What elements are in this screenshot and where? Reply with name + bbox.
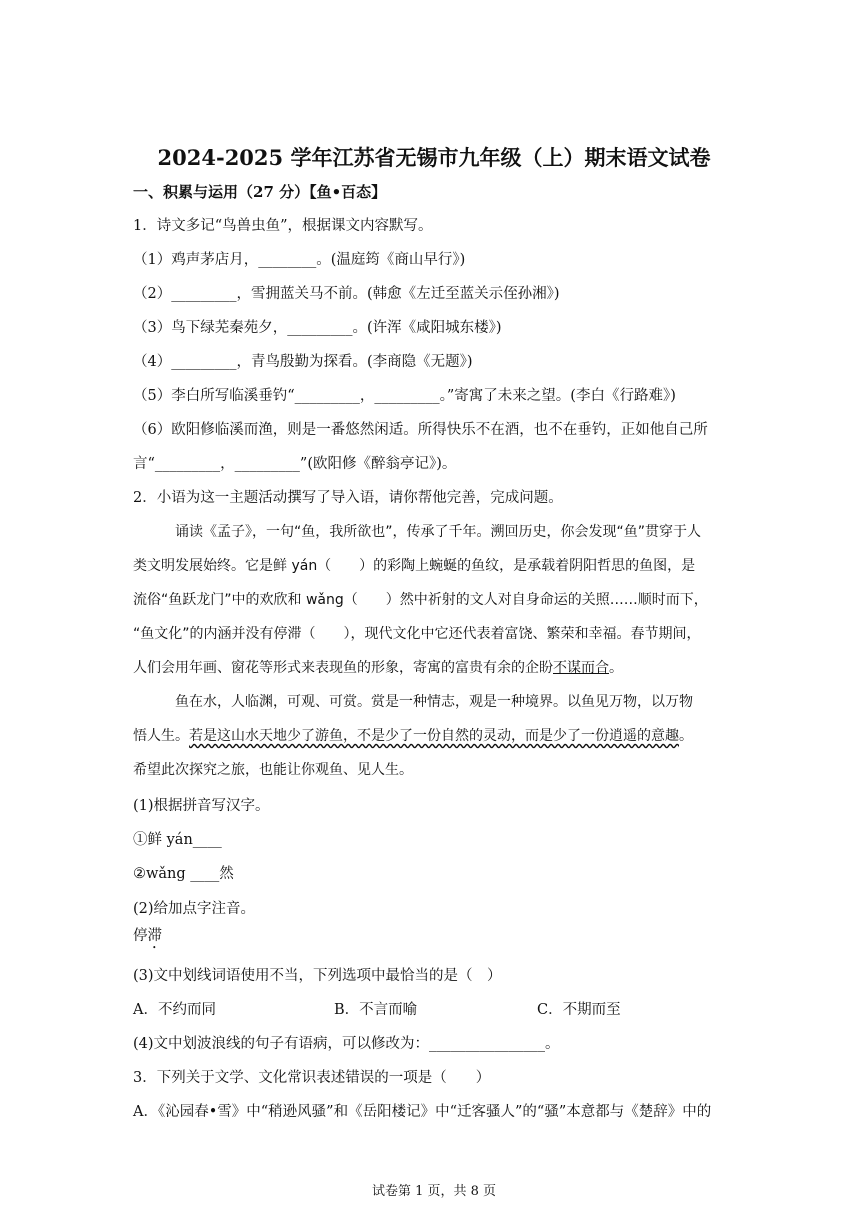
underlined-phrase: 不谋而合 <box>553 660 609 676</box>
q1-item-6-cont: 言“_________，_________”(欧阳修《醉翁亭记》)。 <box>133 456 457 472</box>
passage-text: 人们会用年画、窗花等形式来表现鱼的形象，寄寓的富贵有余的企盼 <box>133 660 553 676</box>
passage-line: “鱼文化”的内涵并没有停滞（ ），现代文化中它还代表着富饶、繁荣和幸福。春节期间， <box>133 626 701 642</box>
q2-sub1a: ①鲜 yán____ <box>133 832 222 848</box>
q2-stem: 2．小语为这一主题活动撰写了导入语，请你帮他完善，完成问题。 <box>133 490 563 506</box>
q2-sub1b: ②wǎng ____然 <box>133 866 234 882</box>
option-c: C．不期而至 <box>537 1002 621 1018</box>
q2-sub2: (2)给加点字注音。 <box>133 901 256 917</box>
passage-text: 悟人生。 <box>133 728 189 744</box>
passage-line: 诵读《孟子》，一句“鱼，我所欲也”，传承了千年。溯回历史，你会发现“鱼”贯穿于人 <box>175 524 702 540</box>
q3-option-a: A．《沁园春•雪》中“稍逊风骚”和《岳阳楼记》中“迁客骚人”的“骚”本意都与《楚辞》中的 <box>133 1104 712 1120</box>
passage-line: 鱼在水，人临渊，可观、可赏。赏是一种情志，观是一种境界。以鱼见万物，以万物 <box>175 694 693 710</box>
q1-item-2: （2）_________，雪拥蓝关马不前。(韩愈《左迁至蓝关示侄孙湘》) <box>133 286 560 302</box>
passage-text: 。 <box>609 660 623 676</box>
option-a: A．不约而同 <box>133 1002 216 1018</box>
dotted-word <box>133 926 162 952</box>
q1-item-6: （6）欧阳修临溪而渔，则是一番悠然闲适。所得快乐不在酒，也不在垂钓，正如他自己所 <box>133 422 708 438</box>
q3-stem: 3．下列关于文学、文化常识表述错误的一项是（ ） <box>133 1070 491 1086</box>
page-footer: 试卷第 1 页，共 8 页 <box>371 1184 497 1199</box>
q1-item-1: （1）鸡声茅店月，________。(温庭筠《商山早行》) <box>133 252 466 268</box>
passage-text: 。 <box>679 728 693 744</box>
exam-title: 2024-2025 学年江苏省无锡市九年级（上）期末语文试卷 <box>157 145 711 170</box>
q2-sub3: (3)文中划线词语使用不当，下列选项中最恰当的是（ ） <box>133 968 502 984</box>
section-heading: 一、积累与运用（27 分）【鱼•百态】 <box>133 183 387 201</box>
q1-item-3: （3）鸟下绿芜秦苑夕，_________。(许浑《咸阳城东楼》) <box>133 320 502 336</box>
q1-item-5: （5）李白所写临溪垂钓“_________，_________。”寄寓了未来之望。(李白《行路难》) <box>133 388 676 404</box>
passage-line: 流俗“鱼跃龙门”中的欢欣和 wǎng（ ）然中祈射的文人对自身命运的关照……顺时而下， <box>133 592 708 608</box>
q2-sub4: (4)文中划波浪线的句子有语病，可以修改为：________________。 <box>133 1036 560 1052</box>
passage-line: 类文明发展始终。它是鲜 yán（ ）的彩陶上蜿蜒的鱼纹，是承载着阴阳哲思的鱼图，是 <box>133 558 696 574</box>
passage-line <box>133 658 623 678</box>
passage-line: 希望此次探究之旅，也能让你观鱼、见人生。 <box>133 762 413 778</box>
passage-line <box>133 726 693 746</box>
q2-sub1: (1)根据拼音写汉字。 <box>133 798 270 814</box>
wavy-underlined-sentence: 若是这山水天地少了游鱼，不是少了一份自然的灵动，而是少了一份逍遥的意趣 <box>189 728 679 744</box>
word-char: 停 <box>133 928 148 944</box>
option-b: B．不言而喻 <box>334 1002 418 1018</box>
q1-stem: 1．诗文多记“鸟兽虫鱼”，根据课文内容默写。 <box>133 218 433 234</box>
dotted-char: 滞 <box>147 928 162 944</box>
q1-item-4: （4）_________，青鸟殷勤为探看。(李商隐《无题》) <box>133 354 473 370</box>
